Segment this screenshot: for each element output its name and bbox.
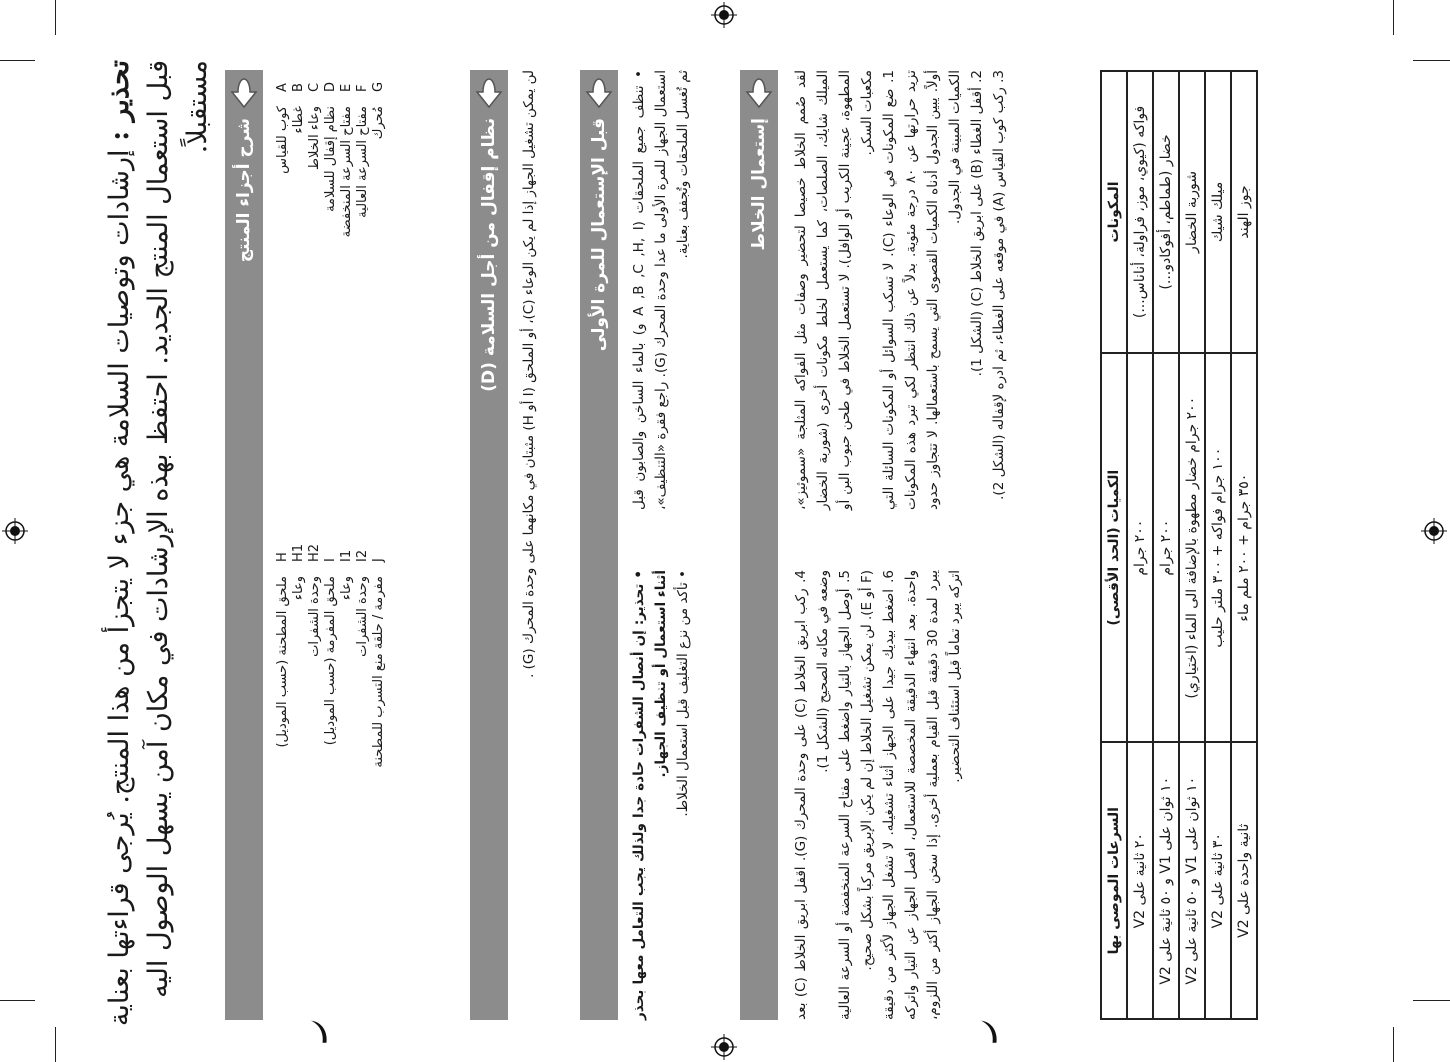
table-cell: فواكه (كيوي، موز، فراولة، أناناس...) — [1127, 71, 1153, 353]
crop-mark — [0, 60, 35, 61]
use-step: 1. ضع المكونات في الوعاء (C). لا تسكب السوائل أو المكونات السائلة التي تزيد حرارتها عن ٨٠ درجة مئوية. بدلاً عن ذلك انتظر لكي تبرد هذه المكونات أولاً. يبين الجدول أدناه الكميات القصوى التي يسمح باستعمالها. لا تتجاوز حدود الكميات المبينة في الجدول. — [881, 69, 963, 510]
part-letter: F — [355, 84, 370, 92]
crop-mark — [1393, 0, 1394, 35]
part-label: وعاء — [291, 576, 306, 601]
part-label: مفتاح السرعة العالية — [355, 106, 370, 218]
part-row — [291, 70, 307, 370]
table-row — [1127, 71, 1153, 1019]
part-letter: B — [291, 83, 306, 92]
part-row — [275, 540, 291, 870]
table-cell: ٢٠٠ جرام — [1127, 353, 1153, 743]
part-row — [371, 540, 387, 870]
part-label: وحدة الشفرات — [307, 576, 322, 657]
table-cell: ٢٠٠ جرام خضار مطهوة بالإضافة الى الماء (اختياري) — [1179, 353, 1205, 743]
crop-mark — [55, 1027, 56, 1062]
section-header-first-use — [580, 70, 618, 1020]
use-step: 4. ركب ابريق الخلاط (C) على وحدة المحرك (G). اقفل ابريق الخلاط (C) بعد وضعه في مكانه الصحيح (الشكل 1). — [793, 570, 831, 1020]
table-row — [1205, 71, 1231, 1019]
part-label: وحدة الشفرات — [355, 576, 370, 657]
use-steps-right — [790, 70, 1010, 510]
safety-text: لن يمكن تشغيل الجهاز إذا لم يكن الوعاء (C)، أو الملحق (I أو H) مثبتان في مكانهما على وحدة المحرك (G) . — [521, 70, 537, 678]
recipes-table — [1100, 70, 1258, 1020]
crop-mark — [0, 1000, 35, 1001]
section-header-parts — [225, 70, 263, 1020]
part-label: ملحق المفرمة (حسب الموديل) — [323, 576, 338, 746]
part-letter: I2 — [355, 549, 370, 562]
part-row — [307, 70, 323, 370]
section-title: نظام إقفال من أجل السلامة (D) — [479, 118, 499, 392]
part-label: كوب للقياس — [275, 106, 290, 174]
part-label: وعاء — [339, 576, 354, 601]
first-use-cleaning-text: • تنظف جميع الملحقات (A ,B ,C ,H, I و) بالماء الساخن والصابون قبل استعمال الجهاز للمرة الأولى ما عدا وحدة المحرك (G). راجع فقرة «التنظيف»، ثم تُغسل الملحقات وتُجفف بعناية. — [631, 70, 691, 510]
part-label: ملحق المطحنة (حسب الموديل) — [275, 576, 290, 748]
crop-mark — [1413, 1000, 1450, 1001]
table-header-speeds: السرعات الموصى بها — [1101, 742, 1127, 1019]
table-cell: ٢٠٠ جرام — [1153, 353, 1179, 743]
warning-lead: تحذير : — [104, 60, 135, 141]
table-header-quantities: الكميات (الحد الأقصى) — [1101, 353, 1127, 743]
table-cell: جوز الهند — [1231, 71, 1257, 353]
part-row — [355, 540, 371, 870]
section-arrow-icon — [229, 76, 259, 110]
section-arrow-icon — [744, 76, 774, 110]
part-letter: I — [323, 558, 338, 562]
part-letter: E — [339, 83, 354, 92]
part-row — [355, 70, 371, 370]
table-cell: ثانية واحدة على V2 — [1231, 742, 1257, 1019]
use-step: 3. ركب كوب القياس (A) في موقعه على الغطاء، ثم ادره لإقفاله (الشكل 2). — [991, 70, 1007, 500]
section-arrow-icon — [474, 76, 504, 110]
section-title: قبل الإستعمال للمرة الأولى — [589, 118, 609, 352]
parts-list-right — [275, 70, 387, 370]
first-use-warning-column — [628, 570, 694, 1020]
part-letter: A — [275, 83, 290, 92]
warning-text: إرشادات وتوصيات السلامة هي جزء لا يتجزأ من هذا المنتج. يُرجى قراءتها بعناية قبل استعمال المنتج الجديد. احتفظ بهذه الإرشادات في مكان آمن يسهل الوصول اليه مستقبلاً. — [104, 60, 213, 1027]
part-label: وعاء الخلاط — [307, 106, 322, 170]
section-header-use — [740, 70, 778, 1020]
part-letter: J — [371, 558, 386, 562]
section-arrow-icon — [584, 76, 614, 110]
table-cell: ١٠٠ جرام فواكه + ٣٠٠ ملتر حليب — [1205, 353, 1231, 743]
part-row — [323, 70, 339, 370]
section-header-safety — [470, 70, 508, 1020]
crop-mark — [55, 0, 56, 35]
table-cell: ميلك شيك — [1205, 71, 1231, 353]
part-label: مُحرك — [371, 106, 386, 140]
table-cell: ١٠ ثوان على V1 و ٥٠ ثانية على V2 — [1179, 742, 1205, 1019]
part-row — [323, 540, 339, 870]
crop-mark — [1393, 1027, 1394, 1062]
section-title: شرح أجزاء المنتج — [234, 118, 254, 263]
use-step: 2. أقفل الغطاء (B) على ابريق الخلاط (C) (الشكل 1). — [969, 70, 985, 377]
table-row — [1153, 71, 1179, 1019]
part-letter: D — [323, 81, 338, 92]
part-letter: H1 — [291, 543, 306, 562]
registration-mark-icon — [711, 2, 737, 28]
part-label: مفتاح السرعة المنخفضة — [339, 106, 354, 238]
packaging-note-text: • تأكد من نزع التغليف قبل استعمال الخلاط. — [675, 570, 691, 817]
table-cell: ٢٠ ثانية على V2 — [1127, 742, 1153, 1019]
table-cell: ١٠ ثوان على V1 و ٥٠ ثانية على V2 — [1153, 742, 1179, 1019]
use-paragraph: لقد صُمم الخلاط خصيصا لتحضير وصفات مثل الفواكه المثلجة «سموثيز»، الميلك شايك، الصلصات، كما يستعمل لخلط مكونات أخرى (شوربة الخضار المطهوة، عجينة الكريب أو الوافل). لا تستعمل الخلاط في طحن حبوب البن أو مكعبات السكر. — [793, 70, 875, 510]
part-letter: H2 — [307, 543, 322, 562]
part-row — [275, 70, 291, 370]
part-letter: I1 — [339, 549, 354, 562]
table-row — [1231, 71, 1257, 1019]
use-steps-left — [790, 570, 966, 1020]
part-letter: G — [371, 81, 386, 92]
use-step: 6. اضغط بيديك جيدا على الجهاز أثناء تشغيله. لا تشغل الجهاز لأكثر من دقيقة واحدة. بعد انتهاء الدقيقة المخصصة للاستعمال، افصل الجهاز عن التيار واتركه يبرد لمدة 30 دقيقة قبل القيام بعملية أخرى. إذا سخن الجهاز أكثر من اللزوم، اتركه يبرد تماماً قبل استئناف التحضير. — [881, 569, 963, 1020]
safety-warning-title — [100, 60, 225, 1030]
table-cell: خضار (طماطم، أفوكادو...) — [1153, 71, 1179, 353]
part-letter: C — [307, 82, 322, 92]
part-letter: H — [275, 552, 290, 562]
table-cell: ٣٠ ثانية على V2 — [1205, 742, 1231, 1019]
use-step: 5. أوصل الجهاز بالتيار واضغط على مفتاح السرعة المنخفضة أو السرعة العالية (F أو E). لن يمكن تشغيل الخلاط إن لم يكن الإبريق مركباً بشكل صحيح. — [837, 570, 875, 1020]
part-row — [371, 70, 387, 370]
crop-mark — [1413, 60, 1450, 61]
registration-mark-icon — [1421, 518, 1447, 544]
registration-mark-icon — [2, 518, 28, 544]
part-row — [339, 70, 355, 370]
manual-page — [100, 50, 1340, 1040]
part-row — [307, 540, 323, 870]
table-header-row — [1101, 71, 1127, 1019]
table-cell: ٣٥٠ جرام + ٢٠٠ ملم ماء — [1231, 353, 1257, 743]
part-label: نظام إقفال للسلامة — [323, 106, 338, 212]
table-row — [1179, 71, 1205, 1019]
table-cell: شوربة الخضار — [1179, 71, 1205, 353]
section-title: إستعمال الخلاط — [749, 118, 769, 251]
blade-warning-text: • تحذير: إن أنصال الشفرات حادة جدا ولذلك يجب التعامل معها بحذر أثناء استعمال أو تنظيف الجهاز. — [631, 570, 669, 1020]
part-label: غطاء — [291, 106, 306, 134]
part-label: مفرمة / حلقة منع التسرب للمطحنة — [371, 576, 386, 768]
part-row — [339, 540, 355, 870]
part-row — [291, 540, 307, 870]
table-header-ingredients: المكونات — [1101, 71, 1127, 353]
parts-list-left — [275, 540, 387, 870]
